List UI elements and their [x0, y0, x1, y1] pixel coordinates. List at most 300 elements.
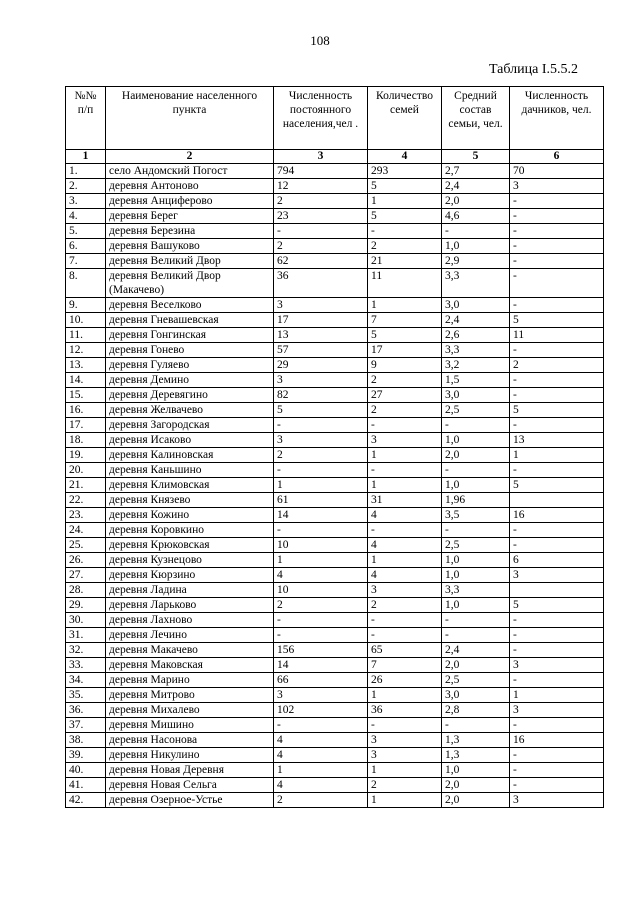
value-cell: -: [368, 224, 442, 239]
row-number-cell: 12.: [66, 343, 106, 358]
value-cell: 3,3: [442, 343, 510, 358]
settlement-name-cell: деревня Мишино: [106, 718, 274, 733]
value-cell: 13: [510, 433, 604, 448]
settlement-name-cell: деревня Михалево: [106, 703, 274, 718]
value-cell: -: [442, 718, 510, 733]
value-cell: 1: [368, 763, 442, 778]
settlement-name-cell: деревня Марино: [106, 673, 274, 688]
row-number-cell: 10.: [66, 313, 106, 328]
column-number: 5: [442, 150, 510, 164]
value-cell: 66: [274, 673, 368, 688]
table-row: [66, 358, 604, 373]
value-cell: 11: [510, 328, 604, 343]
value-cell: -: [510, 224, 604, 239]
header-cell: Количество семей: [368, 87, 442, 150]
value-cell: 3,3: [442, 583, 510, 598]
settlement-name-cell: деревня Деревягино: [106, 388, 274, 403]
table-row: [66, 194, 604, 209]
table-row: [66, 343, 604, 358]
table-row: [66, 433, 604, 448]
table-row: [66, 164, 604, 179]
row-number-cell: 20.: [66, 463, 106, 478]
settlement-name-cell: деревня Озерное-Устье: [106, 793, 274, 808]
settlement-name-cell: деревня Ларьково: [106, 598, 274, 613]
settlement-name-cell: деревня Каньшино: [106, 463, 274, 478]
value-cell: 17: [368, 343, 442, 358]
value-cell: 2: [274, 194, 368, 209]
value-cell: -: [368, 628, 442, 643]
value-cell: 1,0: [442, 598, 510, 613]
settlement-name-cell: деревня Новая Сельга: [106, 778, 274, 793]
column-number: 1: [66, 150, 106, 164]
row-number-cell: 6.: [66, 239, 106, 254]
table-body: [66, 164, 604, 808]
value-cell: 2,7: [442, 164, 510, 179]
value-cell: 3,2: [442, 358, 510, 373]
row-number-cell: 34.: [66, 673, 106, 688]
value-cell: [510, 583, 604, 598]
value-cell: 293: [368, 164, 442, 179]
value-cell: 3: [274, 373, 368, 388]
value-cell: 2,0: [442, 194, 510, 209]
value-cell: 1,3: [442, 733, 510, 748]
value-cell: 2: [368, 598, 442, 613]
row-number-cell: 23.: [66, 508, 106, 523]
row-number-cell: 38.: [66, 733, 106, 748]
settlement-name-cell: деревня Гневашевская: [106, 313, 274, 328]
value-cell: 4: [274, 748, 368, 763]
value-cell: 1,3: [442, 748, 510, 763]
value-cell: 4: [274, 568, 368, 583]
row-number-cell: 19.: [66, 448, 106, 463]
settlement-name-cell: деревня Ладина: [106, 583, 274, 598]
settlement-name-cell: деревня Веселково: [106, 298, 274, 313]
value-cell: 23: [274, 209, 368, 224]
value-cell: 65: [368, 643, 442, 658]
value-cell: -: [274, 613, 368, 628]
value-cell: 3,3: [442, 269, 510, 298]
value-cell: 10: [274, 538, 368, 553]
table-row: [66, 703, 604, 718]
column-number: 3: [274, 150, 368, 164]
value-cell: 6: [510, 553, 604, 568]
value-cell: 5: [368, 179, 442, 194]
value-cell: -: [442, 418, 510, 433]
value-cell: -: [274, 463, 368, 478]
value-cell: -: [442, 613, 510, 628]
table-row: [66, 763, 604, 778]
table-row: [66, 673, 604, 688]
table-row: [66, 478, 604, 493]
value-cell: 2,9: [442, 254, 510, 269]
value-cell: 62: [274, 254, 368, 269]
value-cell: -: [510, 343, 604, 358]
table-row: [66, 688, 604, 703]
row-number-cell: 39.: [66, 748, 106, 763]
value-cell: 13: [274, 328, 368, 343]
value-cell: -: [510, 269, 604, 298]
value-cell: -: [274, 224, 368, 239]
settlement-name-cell: деревня Гонево: [106, 343, 274, 358]
value-cell: -: [368, 718, 442, 733]
table-row: [66, 254, 604, 269]
value-cell: 3,0: [442, 388, 510, 403]
value-cell: -: [274, 628, 368, 643]
settlement-name-cell: деревня Великий Двор: [106, 254, 274, 269]
table-row: [66, 523, 604, 538]
value-cell: 9: [368, 358, 442, 373]
header-cell: Численность дачников, чел.: [510, 87, 604, 150]
value-cell: 2: [274, 239, 368, 254]
value-cell: -: [510, 643, 604, 658]
value-cell: 21: [368, 254, 442, 269]
header-cell: №№ п/п: [66, 87, 106, 150]
row-number-cell: 24.: [66, 523, 106, 538]
value-cell: 2,6: [442, 328, 510, 343]
value-cell: 14: [274, 508, 368, 523]
value-cell: -: [510, 778, 604, 793]
row-number-cell: 40.: [66, 763, 106, 778]
value-cell: 3: [368, 583, 442, 598]
value-cell: 2: [274, 448, 368, 463]
row-number-cell: 5.: [66, 224, 106, 239]
row-number-cell: 8.: [66, 269, 106, 298]
value-cell: -: [368, 613, 442, 628]
value-cell: 3: [368, 733, 442, 748]
value-cell: 1: [510, 688, 604, 703]
value-cell: 27: [368, 388, 442, 403]
row-number-cell: 27.: [66, 568, 106, 583]
settlement-name-cell: деревня Калиновская: [106, 448, 274, 463]
value-cell: 3: [510, 793, 604, 808]
value-cell: 5: [274, 403, 368, 418]
value-cell: 11: [368, 269, 442, 298]
value-cell: 2: [368, 778, 442, 793]
value-cell: 1: [368, 793, 442, 808]
column-number: 2: [106, 150, 274, 164]
value-cell: -: [442, 628, 510, 643]
value-cell: 57: [274, 343, 368, 358]
row-number-cell: 2.: [66, 179, 106, 194]
row-number-cell: 1.: [66, 164, 106, 179]
value-cell: -: [510, 388, 604, 403]
value-cell: 1,0: [442, 568, 510, 583]
value-cell: -: [274, 418, 368, 433]
value-cell: 3,5: [442, 508, 510, 523]
value-cell: 2,0: [442, 448, 510, 463]
value-cell: -: [510, 718, 604, 733]
table-caption: Таблица I.5.5.2: [488, 62, 578, 77]
settlement-name-cell: деревня Коровкино: [106, 523, 274, 538]
row-number-cell: 30.: [66, 613, 106, 628]
value-cell: 1: [368, 298, 442, 313]
table-row: [66, 658, 604, 673]
value-cell: 3: [510, 568, 604, 583]
table-row: [66, 373, 604, 388]
value-cell: 2: [510, 358, 604, 373]
value-cell: -: [274, 523, 368, 538]
value-cell: -: [510, 523, 604, 538]
value-cell: 3: [274, 298, 368, 313]
value-cell: 61: [274, 493, 368, 508]
value-cell: 3,0: [442, 298, 510, 313]
table-row: [66, 269, 604, 298]
value-cell: 7: [368, 658, 442, 673]
settlement-name-cell: деревня Анциферово: [106, 194, 274, 209]
table-row: [66, 748, 604, 763]
value-cell: -: [274, 718, 368, 733]
row-number-cell: 29.: [66, 598, 106, 613]
row-number-cell: 14.: [66, 373, 106, 388]
value-cell: -: [510, 239, 604, 254]
value-cell: 2,4: [442, 313, 510, 328]
column-number: 4: [368, 150, 442, 164]
value-cell: -: [368, 418, 442, 433]
settlement-name-cell: село Андомский Погост: [106, 164, 274, 179]
settlement-name-cell: деревня Лахново: [106, 613, 274, 628]
value-cell: 1: [368, 553, 442, 568]
value-cell: -: [442, 463, 510, 478]
value-cell: -: [368, 463, 442, 478]
row-number-cell: 31.: [66, 628, 106, 643]
settlement-name-cell: деревня Князево: [106, 493, 274, 508]
value-cell: 36: [368, 703, 442, 718]
value-cell: 1,96: [442, 493, 510, 508]
value-cell: 14: [274, 658, 368, 673]
table-row: [66, 209, 604, 224]
value-cell: 70: [510, 164, 604, 179]
header-cell: Средний состав семьи, чел.: [442, 87, 510, 150]
row-number-cell: 9.: [66, 298, 106, 313]
settlement-name-cell: деревня Загородская: [106, 418, 274, 433]
value-cell: 2,0: [442, 658, 510, 673]
row-number-cell: 22.: [66, 493, 106, 508]
page-number: 108: [310, 33, 330, 48]
table-row: [66, 553, 604, 568]
value-cell: 156: [274, 643, 368, 658]
value-cell: 5: [510, 478, 604, 493]
value-cell: 2: [274, 793, 368, 808]
row-number-cell: 32.: [66, 643, 106, 658]
value-cell: -: [510, 538, 604, 553]
table-row: [66, 298, 604, 313]
table-row: [66, 328, 604, 343]
value-cell: 26: [368, 673, 442, 688]
settlement-name-cell: деревня Лечино: [106, 628, 274, 643]
value-cell: -: [510, 463, 604, 478]
table-row: [66, 418, 604, 433]
table-row: [66, 179, 604, 194]
header-cell: Численность постоянного населения,чел .: [274, 87, 368, 150]
header-cell: Наименование населенного пункта: [106, 87, 274, 150]
value-cell: 16: [510, 508, 604, 523]
table-row: [66, 628, 604, 643]
value-cell: 1,5: [442, 373, 510, 388]
settlement-name-cell: деревня Берег: [106, 209, 274, 224]
value-cell: [510, 493, 604, 508]
settlement-name-cell: деревня Антоново: [106, 179, 274, 194]
table-row: [66, 583, 604, 598]
value-cell: 3: [510, 179, 604, 194]
table-row: [66, 598, 604, 613]
settlement-name-cell: деревня Новая Деревня: [106, 763, 274, 778]
value-cell: 4: [368, 568, 442, 583]
value-cell: 2,8: [442, 703, 510, 718]
value-cell: -: [510, 373, 604, 388]
value-cell: 1: [368, 478, 442, 493]
settlement-name-cell: деревня Демино: [106, 373, 274, 388]
value-cell: 1,0: [442, 763, 510, 778]
value-cell: 16: [510, 733, 604, 748]
row-number-cell: 33.: [66, 658, 106, 673]
settlement-name-cell: деревня Великий Двор (Макачево): [106, 269, 274, 298]
table-row: [66, 718, 604, 733]
value-cell: -: [368, 523, 442, 538]
value-cell: 1: [274, 553, 368, 568]
value-cell: 1,0: [442, 478, 510, 493]
value-cell: 1: [368, 448, 442, 463]
row-number-cell: 21.: [66, 478, 106, 493]
value-cell: 2,0: [442, 778, 510, 793]
table-row: [66, 568, 604, 583]
row-number-cell: 42.: [66, 793, 106, 808]
value-cell: -: [510, 298, 604, 313]
value-cell: 1,0: [442, 239, 510, 254]
table-row: [66, 448, 604, 463]
table-row: [66, 493, 604, 508]
value-cell: 4: [274, 778, 368, 793]
value-cell: 2,4: [442, 643, 510, 658]
value-cell: 4: [274, 733, 368, 748]
settlement-name-cell: деревня Крюковская: [106, 538, 274, 553]
value-cell: 3: [510, 658, 604, 673]
value-cell: 1,0: [442, 553, 510, 568]
table-row: [66, 733, 604, 748]
settlement-name-cell: деревня Маковская: [106, 658, 274, 673]
column-number-row: [66, 150, 604, 164]
table-row: [66, 463, 604, 478]
value-cell: 2: [274, 598, 368, 613]
settlement-name-cell: деревня Вашуково: [106, 239, 274, 254]
settlement-name-cell: деревня Насонова: [106, 733, 274, 748]
settlement-name-cell: деревня Березина: [106, 224, 274, 239]
value-cell: -: [510, 673, 604, 688]
value-cell: 1: [368, 688, 442, 703]
settlement-name-cell: деревня Кожино: [106, 508, 274, 523]
value-cell: 2: [368, 373, 442, 388]
row-number-cell: 36.: [66, 703, 106, 718]
row-number-cell: 28.: [66, 583, 106, 598]
settlement-name-cell: деревня Климовская: [106, 478, 274, 493]
value-cell: 10: [274, 583, 368, 598]
settlement-name-cell: деревня Исаково: [106, 433, 274, 448]
value-cell: 102: [274, 703, 368, 718]
value-cell: 1: [274, 478, 368, 493]
settlements-table: [65, 86, 604, 808]
row-number-cell: 41.: [66, 778, 106, 793]
value-cell: 5: [368, 328, 442, 343]
table-row: [66, 239, 604, 254]
value-cell: 2,4: [442, 179, 510, 194]
value-cell: 3,0: [442, 688, 510, 703]
table-row: [66, 224, 604, 239]
value-cell: 36: [274, 269, 368, 298]
value-cell: 3: [368, 433, 442, 448]
row-number-cell: 16.: [66, 403, 106, 418]
row-number-cell: 4.: [66, 209, 106, 224]
table-row: [66, 643, 604, 658]
table-row: [66, 403, 604, 418]
value-cell: 2,5: [442, 538, 510, 553]
value-cell: -: [510, 209, 604, 224]
value-cell: 2: [368, 239, 442, 254]
table-row: [66, 778, 604, 793]
table-row: [66, 793, 604, 808]
value-cell: 1,0: [442, 433, 510, 448]
value-cell: 12: [274, 179, 368, 194]
column-number: 6: [510, 150, 604, 164]
value-cell: -: [510, 254, 604, 269]
row-number-cell: 37.: [66, 718, 106, 733]
value-cell: 2: [368, 403, 442, 418]
value-cell: 4: [368, 508, 442, 523]
table-header-row: [66, 87, 604, 150]
table-row: [66, 538, 604, 553]
settlement-name-cell: деревня Желвачево: [106, 403, 274, 418]
value-cell: -: [510, 628, 604, 643]
table-row: [66, 388, 604, 403]
settlement-name-cell: деревня Никулино: [106, 748, 274, 763]
row-number-cell: 17.: [66, 418, 106, 433]
table-row: [66, 508, 604, 523]
value-cell: 7: [368, 313, 442, 328]
settlement-name-cell: деревня Кюрзино: [106, 568, 274, 583]
row-number-cell: 15.: [66, 388, 106, 403]
value-cell: 29: [274, 358, 368, 373]
settlement-name-cell: деревня Митрово: [106, 688, 274, 703]
row-number-cell: 3.: [66, 194, 106, 209]
value-cell: 5: [510, 598, 604, 613]
value-cell: 5: [510, 313, 604, 328]
value-cell: -: [442, 224, 510, 239]
value-cell: 794: [274, 164, 368, 179]
value-cell: 5: [510, 403, 604, 418]
value-cell: -: [442, 523, 510, 538]
row-number-cell: 11.: [66, 328, 106, 343]
row-number-cell: 18.: [66, 433, 106, 448]
row-number-cell: 13.: [66, 358, 106, 373]
value-cell: 4,6: [442, 209, 510, 224]
value-cell: 2,0: [442, 793, 510, 808]
value-cell: -: [510, 418, 604, 433]
value-cell: 17: [274, 313, 368, 328]
table-row: [66, 613, 604, 628]
value-cell: 2,5: [442, 403, 510, 418]
value-cell: 3: [274, 433, 368, 448]
value-cell: 4: [368, 538, 442, 553]
value-cell: 82: [274, 388, 368, 403]
value-cell: 1: [368, 194, 442, 209]
value-cell: 1: [274, 763, 368, 778]
value-cell: 3: [510, 703, 604, 718]
value-cell: 3: [368, 748, 442, 763]
settlement-name-cell: деревня Макачево: [106, 643, 274, 658]
value-cell: -: [510, 613, 604, 628]
row-number-cell: 7.: [66, 254, 106, 269]
settlement-name-cell: деревня Кузнецово: [106, 553, 274, 568]
table-row: [66, 313, 604, 328]
value-cell: 1: [510, 448, 604, 463]
